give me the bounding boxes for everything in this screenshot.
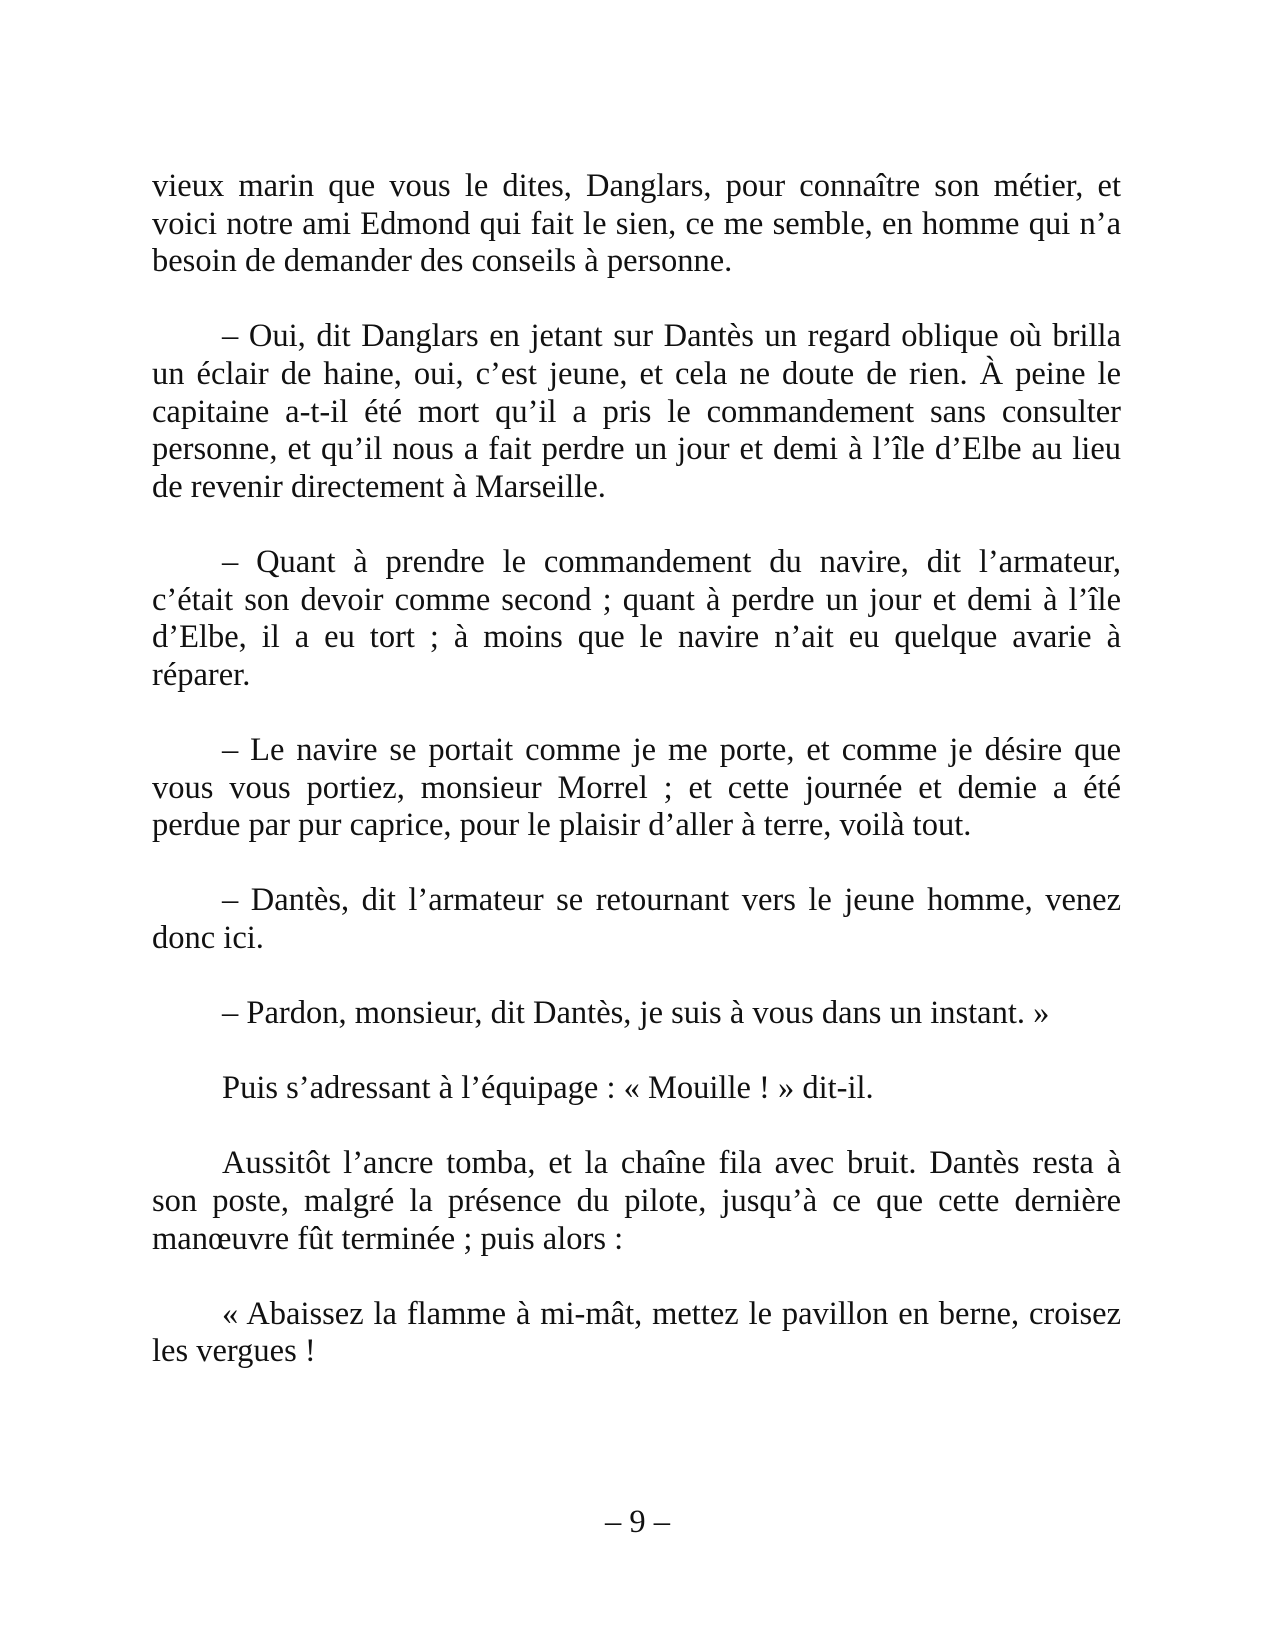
paragraph-navire: – Le navire se portait comme je me porte, et comme je désire que vous vous portiez, monsieur Morrel ; et cette journée et demie a été perdue par pur caprice, pour le plaisir d’aller à terre, voilà tout. (152, 731, 1121, 844)
paragraph-pardon: – Pardon, monsieur, dit Dantès, je suis à vous dans un instant. » (222, 995, 1050, 1032)
paragraph-armateur-reply: – Quant à prendre le commandement du navire, dit l’armateur, c’était son devoir comme second ; quant à perdre un jour et demi à l’île d’Elbe, il a eu tort ; à moins que le navire n’ait eu quelque avarie à réparer. (152, 543, 1121, 693)
paragraph-abaissez: « Abaissez la flamme à mi-mât, mettez le pavillon en berne, croisez les vergues ! (152, 1295, 1121, 1370)
paragraph-ancre: Aussitôt l’ancre tomba, et la chaîne fila avec bruit. Dantès resta à son poste, malgré la présence du pilote, jusqu’à ce que cette dernière manœuvre fût terminée ; puis alors : (152, 1145, 1121, 1257)
paragraph-danglars-reply: – Oui, dit Danglars en jetant sur Dantès un regard oblique où brilla un éclair de haine, oui, c’est jeune, et cela ne doute de rien. À peine le capitaine a-t-il été mort qu’il a pris le commandement sans consulter personne, et qu’il nous a fait perdre un jour et demi à l’île d’Elbe au lieu de revenir directement à Marseille. (152, 318, 1121, 505)
paragraph-dantes-call: – Dantès, dit l’armateur se retournant vers le jeune homme, venez donc ici. (152, 882, 1121, 956)
page-number: – 9 – (605, 1504, 670, 1540)
paragraph-continuation: vieux marin que vous le dites, Danglars, pour connaître son métier, et voici notre ami Edmond qui fait le sien, ce me semble, en homme qui n’a besoin de demander des conseils à personne. (152, 168, 1121, 280)
body-text (152, 168, 1121, 1409)
paragraph-mouille: Puis s’adressant à l’équipage : « Mouille ! » dit-il. (222, 1070, 874, 1107)
